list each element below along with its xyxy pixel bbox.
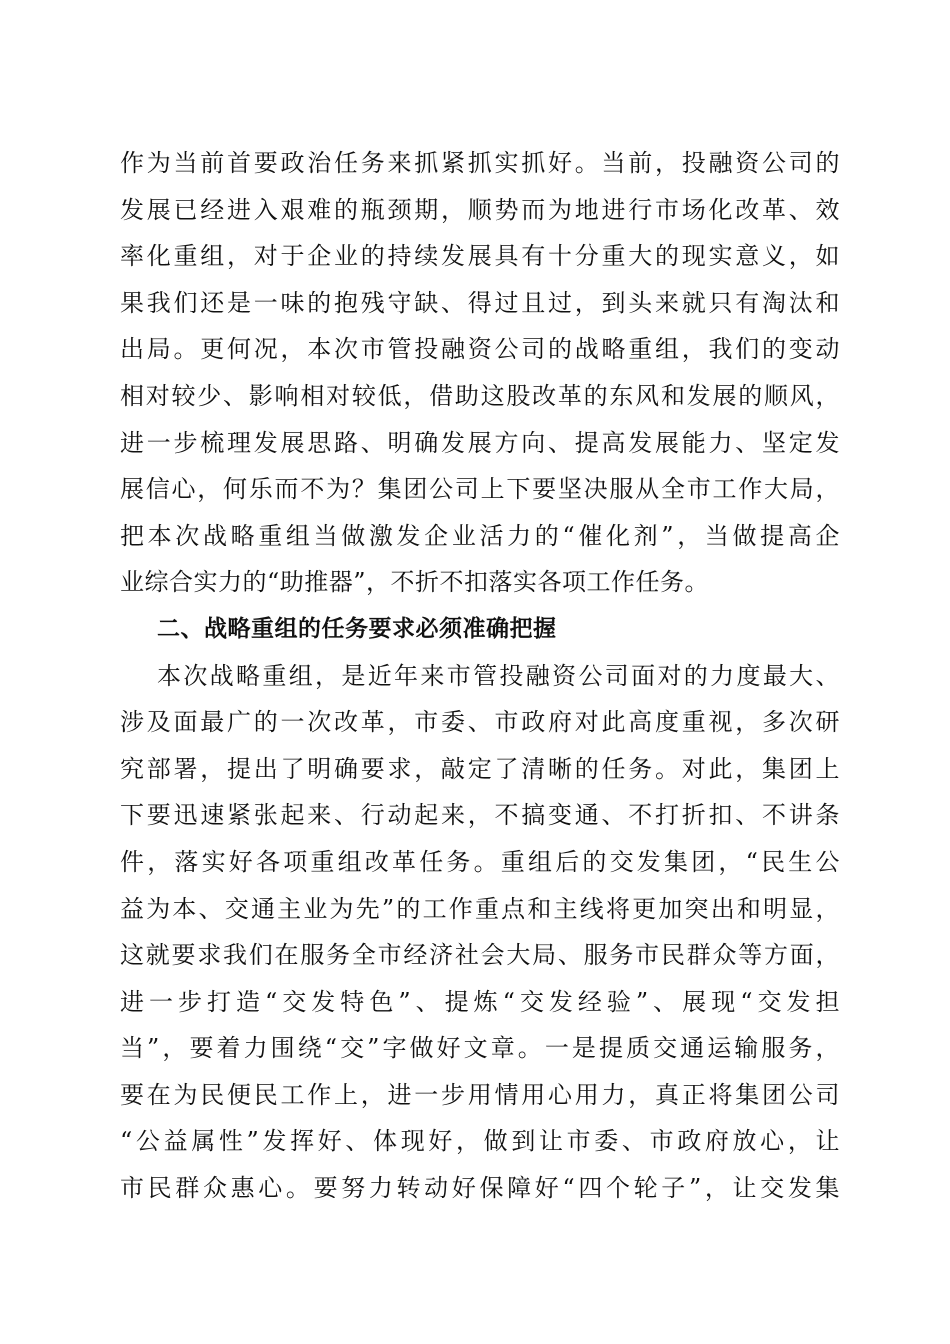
- text-line: 要在为民便民工作上，进一步用情用心用力，真正将集团公司: [120, 1080, 840, 1109]
- text-line: 下要迅速紧张起来、行动起来，不搞变通、不打折扣、不讲条: [120, 801, 840, 830]
- text-line: 究部署，提出了明确要求，敲定了清晰的任务。对此，集团上: [120, 754, 840, 783]
- text-line: 当”，要着力围绕“交”字做好文章。一是提质交通运输服务，: [120, 1034, 840, 1063]
- text-line: 把本次战略重组当做激发企业活力的“催化剂”，当做提高企: [120, 521, 840, 550]
- text-line: 展信心，何乐而不为？集团公司上下要坚决服从全市工作大局，: [120, 475, 840, 504]
- text-line: 果我们还是一味的抱残守缺、得过且过，到头来就只有淘汰和: [120, 288, 840, 317]
- document-body: [120, 140, 840, 1212]
- text-line: 发展已经进入艰难的瓶颈期，顺势而为地进行市场化改革、效: [120, 195, 840, 224]
- text-line: 件，落实好各项重组改革任务。重组后的交发集团，“民生公: [120, 847, 840, 876]
- section-heading: 二、战略重组的任务要求必须准确把握: [157, 615, 557, 642]
- text-line: 益为本、交通主业为先”的工作重点和主线将更加突出和明显，: [120, 894, 840, 923]
- text-line: “公益属性”发挥好、体现好，做到让市委、市政府放心，让: [120, 1127, 840, 1156]
- text-line: 这就要求我们在服务全市经济社会大局、服务市民群众等方面，: [120, 941, 840, 970]
- text-line: 作为当前首要政治任务来抓紧抓实抓好。当前，投融资公司的: [120, 149, 840, 177]
- text-line: 进一步打造“交发特色”、提炼“交发经验”、展现“交发担: [120, 987, 840, 1016]
- paragraph-1: [120, 140, 840, 606]
- text-line: 出局。更何况，本次市管投融资公司的战略重组，我们的变动: [120, 335, 840, 364]
- text-line: 市民群众惠心。要努力转动好保障好“四个轮子”，让交发集: [120, 1174, 840, 1203]
- text-line: 相对较少、影响相对较低，借助这股改革的东风和发展的顺风，: [120, 381, 840, 410]
- paragraph-2: [120, 653, 840, 1212]
- text-line: 涉及面最广的一次改革，市委、市政府对此高度重视，多次研: [120, 708, 840, 737]
- text-line: 率化重组，对于企业的持续发展具有十分重大的现实意义，如: [120, 242, 840, 271]
- text-line: 进一步梳理发展思路、明确发展方向、提高发展能力、坚定发: [120, 428, 840, 457]
- text-line: 业综合实力的“助推器”，不折不扣落实各项工作任务。: [120, 568, 710, 597]
- text-line: 本次战略重组，是近年来市管投融资公司面对的力度最大、: [157, 661, 840, 690]
